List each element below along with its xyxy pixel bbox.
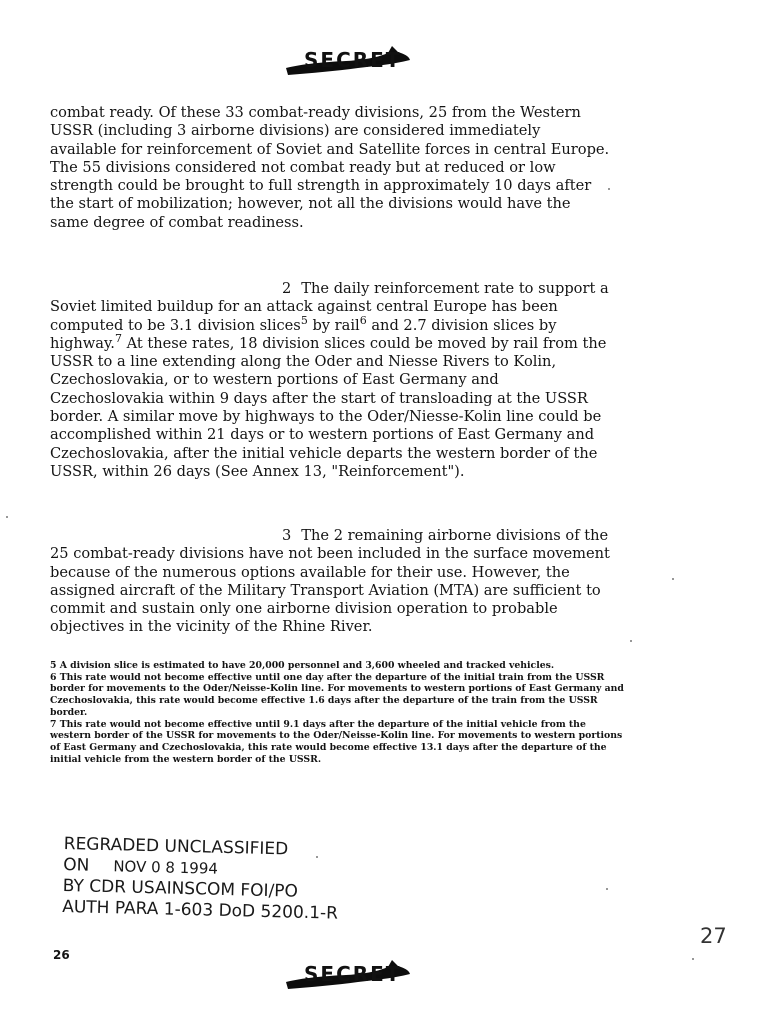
footnote-ref: 5	[300, 313, 308, 327]
footnotes	[50, 660, 630, 765]
paragraph-text: and 2.7 division slices by highway.	[50, 316, 557, 352]
footnote-ref: 6	[359, 313, 367, 327]
footnote: 5 A division slice is estimated to have 20,000 personnel and 3,600 wheeled and tracked vehicles.	[50, 660, 555, 671]
paragraph-text: The 2 remaining airborne divisions of the 25 combat-ready divisions have not been included in the surface movement because of the numerous options available for their use. However, the assigned aircraft of the Military Transport Aviation (MTA) are sufficient to commit and sustain only one airborne division operation to probable objectives in the vicinity of the Rhine River.	[50, 527, 610, 636]
paragraph-3	[50, 527, 610, 637]
sheet-number: 27	[700, 924, 727, 948]
scan-speck	[630, 640, 632, 642]
scan-speck	[316, 856, 318, 858]
footnote: 6 This rate would not become effective until one day after the departure of the initial train from the USSR border for movements to the Oder/Neisse-Kolin line. For movements to western portions of East Germany and Czechoslovakia, this rate would become effective 1.6 days after the departure of the train from the USSR border.	[50, 671, 624, 718]
footnote-ref: 7	[114, 332, 122, 346]
scan-speck	[692, 958, 694, 960]
declassification-line: BY CDR USAINSCOM FOI/PO	[62, 875, 299, 902]
scan-speck	[608, 188, 610, 190]
classification-stamp-top	[284, 44, 412, 80]
paragraph-number: 3	[282, 527, 292, 544]
paragraph-text: The daily reinforcement rate to support a Soviet limited buildup for an attack against central Europe has been computed to be 3.1 division slices	[50, 280, 609, 334]
scan-speck	[672, 578, 674, 580]
declassification-label: ON	[62, 854, 90, 876]
paragraph-text: At these rates, 18 division slices could be moved by rail from the USSR to a line extending along the Oder and Niesse Rivers to Kolin, Czechoslovakia, or to western portions of East Germany and Czechoslovakia within 9 days after the start of transloading at the USSR border. A similar move by highways to the Oder/Niesse-Kolin line could be accomplished within 21 days or to western portions of East Germany and Czechoslovakia, after the initial vehicle departs the western border of the USSR, within 26 days (See Annex 13, "Reinforcement").	[50, 334, 607, 480]
classification-stamp-bottom	[284, 958, 412, 994]
stamp-text: SECRET	[304, 48, 402, 72]
declassification-date: NOV 0 8 1994	[113, 857, 219, 878]
declassification-line: AUTH PARA 1-603 DoD 5200.1-R	[61, 896, 339, 924]
paragraph-text: by rail	[307, 316, 360, 334]
declassification-line: REGRADED UNCLASSIFIED	[63, 834, 289, 860]
paragraph-number: 2	[282, 280, 292, 297]
paragraph-2	[50, 280, 610, 481]
paragraph-1: combat ready. Of these 33 combat-ready divisions, 25 from the Western USSR (including 3 airborne divisions) are considered immediately available for reinforcement of Soviet and Satellite forces in central Europe. The 55 divisions considered not combat ready but at reduced or low strength could be brought to full strength in approximately 10 days after the start of mobilization; however, not all the divisions would have the same degree of combat readiness.	[50, 104, 610, 231]
stamp-text: SECRET	[304, 962, 402, 986]
declassification-stamp	[62, 834, 340, 925]
footnote: 7 This rate would not become effective until 9.1 days after the departure of the initial vehicle from the western border of the USSR for movements to the Oder/Neisse-Kolin line. For movements to western portions of East Germany and Czechoslovakia, this rate would become effective 13.1 days after the departure of the initial vehicle from the western border of the USSR.	[50, 718, 623, 765]
page-number: 26	[53, 948, 70, 962]
scan-speck	[606, 888, 608, 890]
scan-speck	[6, 516, 8, 518]
